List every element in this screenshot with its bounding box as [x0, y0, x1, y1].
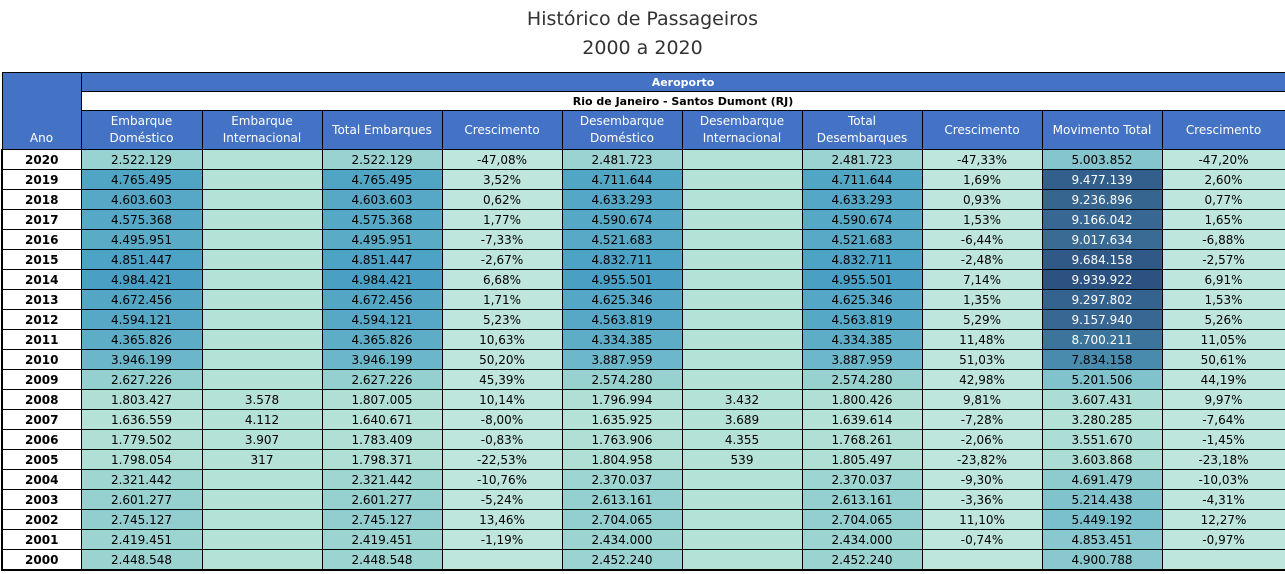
data-cell: 1.807.005 — [322, 390, 442, 410]
year-cell: 2009 — [2, 370, 81, 390]
data-cell: -47,08% — [442, 150, 562, 170]
data-cell: 5.201.506 — [1042, 370, 1162, 390]
column-header: Total Embarques — [322, 111, 442, 150]
table-row — [2, 310, 1285, 330]
data-cell: 9.297.802 — [1042, 290, 1162, 310]
data-cell — [202, 510, 322, 530]
data-cell: 1.636.559 — [81, 410, 202, 430]
data-cell: 4.633.293 — [562, 190, 682, 210]
data-cell: 2.601.277 — [81, 490, 202, 510]
data-cell: 1.798.054 — [81, 450, 202, 470]
data-cell: -1,45% — [1162, 430, 1285, 450]
data-cell — [202, 470, 322, 490]
data-cell: 0,62% — [442, 190, 562, 210]
data-cell: -6,44% — [922, 230, 1042, 250]
year-cell: 2007 — [2, 410, 81, 430]
page-title: Histórico de Passageiros — [526, 8, 759, 30]
data-cell: 4.851.447 — [81, 250, 202, 270]
data-cell: 9.477.139 — [1042, 170, 1162, 190]
data-cell — [202, 350, 322, 370]
table-row — [2, 190, 1285, 210]
data-cell: -7,28% — [922, 410, 1042, 430]
year-cell: 2000 — [2, 550, 81, 571]
year-cell: 2002 — [2, 510, 81, 530]
data-cell: 2.419.451 — [81, 530, 202, 550]
year-cell: 2011 — [2, 330, 81, 350]
data-cell: 6,91% — [1162, 270, 1285, 290]
data-cell — [442, 550, 562, 571]
data-cell: -2,57% — [1162, 250, 1285, 270]
table-row — [2, 250, 1285, 270]
table-row — [2, 290, 1285, 310]
data-cell: 2.434.000 — [802, 530, 922, 550]
data-cell: 0,93% — [922, 190, 1042, 210]
data-cell: 9,97% — [1162, 390, 1285, 410]
year-cell: 2005 — [2, 450, 81, 470]
data-cell: 4.590.674 — [562, 210, 682, 230]
data-cell: 5,26% — [1162, 310, 1285, 330]
data-cell: -47,33% — [922, 150, 1042, 170]
data-cell: 2.574.280 — [802, 370, 922, 390]
year-cell: 2003 — [2, 490, 81, 510]
data-cell: 4.495.951 — [322, 230, 442, 250]
data-cell: 2.452.240 — [562, 550, 682, 571]
data-cell: 4.563.819 — [562, 310, 682, 330]
data-cell: 4.334.385 — [562, 330, 682, 350]
table-row — [2, 450, 1285, 470]
data-cell: 4.521.683 — [802, 230, 922, 250]
year-cell: 2017 — [2, 210, 81, 230]
column-header-ano: Ano — [2, 73, 81, 150]
data-cell: -6,88% — [1162, 230, 1285, 250]
data-cell: 4.633.293 — [802, 190, 922, 210]
data-cell: 2.481.723 — [562, 150, 682, 170]
data-cell: 2.522.129 — [81, 150, 202, 170]
data-cell: -1,19% — [442, 530, 562, 550]
data-cell: 9.684.158 — [1042, 250, 1162, 270]
data-cell: 4.365.826 — [322, 330, 442, 350]
data-cell: -0,74% — [922, 530, 1042, 550]
data-cell — [1162, 550, 1285, 571]
data-cell: 2.704.065 — [802, 510, 922, 530]
airport-banner: Aeroporto — [81, 73, 1285, 92]
data-cell: 4.900.788 — [1042, 550, 1162, 571]
column-header: Total Desembarques — [802, 111, 922, 150]
table-row — [2, 550, 1285, 571]
data-cell: 10,14% — [442, 390, 562, 410]
data-cell: 4.495.951 — [81, 230, 202, 250]
data-cell — [202, 310, 322, 330]
data-cell: 6,68% — [442, 270, 562, 290]
data-cell: 42,98% — [922, 370, 1042, 390]
year-cell: 2014 — [2, 270, 81, 290]
data-cell: 4.711.644 — [802, 170, 922, 190]
data-cell — [202, 550, 322, 571]
data-cell: -7,64% — [1162, 410, 1285, 430]
data-cell — [202, 210, 322, 230]
data-cell — [202, 270, 322, 290]
data-cell: 4.955.501 — [562, 270, 682, 290]
data-cell: 1,53% — [922, 210, 1042, 230]
data-cell: 3.887.959 — [802, 350, 922, 370]
year-cell: 2010 — [2, 350, 81, 370]
data-cell: 2.321.442 — [81, 470, 202, 490]
data-cell: -7,33% — [442, 230, 562, 250]
data-cell: 2.613.161 — [802, 490, 922, 510]
data-cell: 3.551.670 — [1042, 430, 1162, 450]
data-cell: 9.939.922 — [1042, 270, 1162, 290]
data-cell: 1,53% — [1162, 290, 1285, 310]
data-cell: 2.601.277 — [322, 490, 442, 510]
data-cell: 4.355 — [682, 430, 802, 450]
data-cell: 3,52% — [442, 170, 562, 190]
data-cell — [682, 330, 802, 350]
data-cell: 4.365.826 — [81, 330, 202, 350]
data-cell — [202, 330, 322, 350]
data-cell — [202, 530, 322, 550]
data-cell: -5,24% — [442, 490, 562, 510]
data-cell: 1.768.261 — [802, 430, 922, 450]
data-cell: -22,53% — [442, 450, 562, 470]
data-cell: 5,23% — [442, 310, 562, 330]
data-cell — [202, 230, 322, 250]
data-cell: 4.711.644 — [562, 170, 682, 190]
data-cell: 4.112 — [202, 410, 322, 430]
data-cell: 13,46% — [442, 510, 562, 530]
year-cell: 2019 — [2, 170, 81, 190]
year-cell: 2008 — [2, 390, 81, 410]
data-cell — [682, 170, 802, 190]
data-cell: 5,29% — [922, 310, 1042, 330]
table-row — [2, 410, 1285, 430]
year-cell: 2004 — [2, 470, 81, 490]
data-cell: 4.521.683 — [562, 230, 682, 250]
data-cell: -2,06% — [922, 430, 1042, 450]
data-cell: 2.370.037 — [562, 470, 682, 490]
data-cell — [682, 230, 802, 250]
data-cell: 1,69% — [922, 170, 1042, 190]
data-cell: 2.448.548 — [322, 550, 442, 571]
data-cell: 3.887.959 — [562, 350, 682, 370]
year-cell: 2016 — [2, 230, 81, 250]
data-cell: 4.851.447 — [322, 250, 442, 270]
table-row — [2, 210, 1285, 230]
data-cell: 4.955.501 — [802, 270, 922, 290]
data-cell: -23,18% — [1162, 450, 1285, 470]
data-cell — [202, 290, 322, 310]
data-cell: 4.334.385 — [802, 330, 922, 350]
year-cell: 2018 — [2, 190, 81, 210]
table-row — [2, 230, 1285, 250]
data-cell — [682, 190, 802, 210]
data-cell: 7.834.158 — [1042, 350, 1162, 370]
data-cell: -2,67% — [442, 250, 562, 270]
data-cell: 50,20% — [442, 350, 562, 370]
data-cell: -10,76% — [442, 470, 562, 490]
data-cell: 5.449.192 — [1042, 510, 1162, 530]
data-cell: 4.984.421 — [322, 270, 442, 290]
passenger-history-table — [1, 72, 1285, 571]
table-row — [2, 430, 1285, 450]
table-row — [2, 390, 1285, 410]
data-cell: 3.280.285 — [1042, 410, 1162, 430]
data-cell: -23,82% — [922, 450, 1042, 470]
data-cell: 0,77% — [1162, 190, 1285, 210]
data-cell — [682, 470, 802, 490]
data-cell: 11,48% — [922, 330, 1042, 350]
data-cell: 11,10% — [922, 510, 1042, 530]
data-cell: 1.805.497 — [802, 450, 922, 470]
column-header: Embarque Doméstico — [81, 111, 202, 150]
data-cell: 2.574.280 — [562, 370, 682, 390]
data-cell — [682, 530, 802, 550]
column-header: Desembarque Doméstico — [562, 111, 682, 150]
data-cell: 3.689 — [682, 410, 802, 430]
data-cell: 2.745.127 — [322, 510, 442, 530]
data-cell: 317 — [202, 450, 322, 470]
data-cell: 9.236.896 — [1042, 190, 1162, 210]
data-cell: 2.745.127 — [81, 510, 202, 530]
data-cell: 4.832.711 — [802, 250, 922, 270]
data-cell: 2.522.129 — [322, 150, 442, 170]
data-cell: 4.984.421 — [81, 270, 202, 290]
data-cell: 1,77% — [442, 210, 562, 230]
data-cell — [682, 550, 802, 571]
data-cell: 2.370.037 — [802, 470, 922, 490]
data-cell: 2,60% — [1162, 170, 1285, 190]
data-cell: 5.003.852 — [1042, 150, 1162, 170]
data-cell — [202, 190, 322, 210]
data-cell: 4.625.346 — [802, 290, 922, 310]
data-cell: 1.783.409 — [322, 430, 442, 450]
data-cell — [202, 170, 322, 190]
data-cell: 4.603.603 — [322, 190, 442, 210]
data-cell — [202, 370, 322, 390]
data-cell — [682, 310, 802, 330]
column-header: Movimento Total — [1042, 111, 1162, 150]
data-cell: 4.575.368 — [81, 210, 202, 230]
data-cell: -4,31% — [1162, 490, 1285, 510]
data-cell: 1.803.427 — [81, 390, 202, 410]
data-cell: 51,03% — [922, 350, 1042, 370]
data-cell: 1.796.994 — [562, 390, 682, 410]
data-cell: 9,81% — [922, 390, 1042, 410]
data-cell: -0,83% — [442, 430, 562, 450]
data-cell: 4.672.456 — [81, 290, 202, 310]
data-cell: 2.321.442 — [322, 470, 442, 490]
data-cell: 2.704.065 — [562, 510, 682, 530]
data-cell: -2,48% — [922, 250, 1042, 270]
data-cell: 9.157.940 — [1042, 310, 1162, 330]
data-cell — [202, 150, 322, 170]
data-cell: 4.853.451 — [1042, 530, 1162, 550]
data-cell: 3.432 — [682, 390, 802, 410]
data-cell: 2.448.548 — [81, 550, 202, 571]
data-cell: 4.765.495 — [81, 170, 202, 190]
data-cell: 4.603.603 — [81, 190, 202, 210]
data-cell: -9,30% — [922, 470, 1042, 490]
data-cell: 4.672.456 — [322, 290, 442, 310]
data-cell — [202, 490, 322, 510]
data-cell: 1,65% — [1162, 210, 1285, 230]
data-cell: 2.481.723 — [802, 150, 922, 170]
data-cell — [682, 150, 802, 170]
data-cell — [922, 550, 1042, 571]
data-cell: 3.946.199 — [322, 350, 442, 370]
data-cell: 2.452.240 — [802, 550, 922, 571]
data-cell: 1.798.371 — [322, 450, 442, 470]
data-cell: 45,39% — [442, 370, 562, 390]
data-cell: 10,63% — [442, 330, 562, 350]
column-header: Embarque Internacional — [202, 111, 322, 150]
data-cell: 4.832.711 — [562, 250, 682, 270]
data-cell: 4.590.674 — [802, 210, 922, 230]
table-row — [2, 530, 1285, 550]
data-cell: 2.613.161 — [562, 490, 682, 510]
data-cell: 7,14% — [922, 270, 1042, 290]
column-header: Crescimento — [1162, 111, 1285, 150]
data-cell: -3,36% — [922, 490, 1042, 510]
column-header: Desembarque Internacional — [682, 111, 802, 150]
data-cell — [682, 350, 802, 370]
data-cell: 4.575.368 — [322, 210, 442, 230]
year-cell: 2006 — [2, 430, 81, 450]
data-cell: -10,03% — [1162, 470, 1285, 490]
data-cell — [682, 270, 802, 290]
table-row — [2, 270, 1285, 290]
table-row — [2, 350, 1285, 370]
page-subtitle: 2000 a 2020 — [582, 37, 703, 59]
data-cell: 1.640.671 — [322, 410, 442, 430]
data-cell: 9.166.042 — [1042, 210, 1162, 230]
data-cell: 3.946.199 — [81, 350, 202, 370]
data-cell: 8.700.211 — [1042, 330, 1162, 350]
table-row — [2, 470, 1285, 490]
data-cell: 50,61% — [1162, 350, 1285, 370]
data-cell: 1.804.958 — [562, 450, 682, 470]
year-cell: 2012 — [2, 310, 81, 330]
data-cell: 12,27% — [1162, 510, 1285, 530]
data-cell: 9.017.634 — [1042, 230, 1162, 250]
data-cell: 1.763.906 — [562, 430, 682, 450]
data-cell: 1,71% — [442, 290, 562, 310]
column-header: Crescimento — [442, 111, 562, 150]
data-cell: 539 — [682, 450, 802, 470]
data-cell: 1.800.426 — [802, 390, 922, 410]
data-cell — [682, 490, 802, 510]
data-cell: 4.594.121 — [81, 310, 202, 330]
data-cell: -0,97% — [1162, 530, 1285, 550]
data-cell: -47,20% — [1162, 150, 1285, 170]
data-cell: 2.419.451 — [322, 530, 442, 550]
table-row — [2, 170, 1285, 190]
data-cell — [202, 250, 322, 270]
data-cell: 1.779.502 — [81, 430, 202, 450]
data-cell: 1.635.925 — [562, 410, 682, 430]
airport-name: Rio de Janeiro - Santos Dumont (RJ) — [81, 92, 1285, 111]
table-row — [2, 150, 1285, 170]
data-cell — [682, 370, 802, 390]
data-cell: 5.214.438 — [1042, 490, 1162, 510]
year-cell: 2001 — [2, 530, 81, 550]
table-row — [2, 510, 1285, 530]
data-cell — [682, 250, 802, 270]
data-cell: 1,35% — [922, 290, 1042, 310]
data-cell: 3.607.431 — [1042, 390, 1162, 410]
data-cell: 3.603.868 — [1042, 450, 1162, 470]
data-cell: 2.627.226 — [81, 370, 202, 390]
data-cell: 3.907 — [202, 430, 322, 450]
data-cell: 4.625.346 — [562, 290, 682, 310]
data-cell: 1.639.614 — [802, 410, 922, 430]
data-cell: 4.563.819 — [802, 310, 922, 330]
data-cell: 4.691.479 — [1042, 470, 1162, 490]
data-cell: 4.594.121 — [322, 310, 442, 330]
table-row — [2, 490, 1285, 510]
data-cell: 3.578 — [202, 390, 322, 410]
data-cell: -8,00% — [442, 410, 562, 430]
data-cell: 2.627.226 — [322, 370, 442, 390]
data-cell: 44,19% — [1162, 370, 1285, 390]
data-cell — [682, 210, 802, 230]
data-cell: 11,05% — [1162, 330, 1285, 350]
column-header: Crescimento — [922, 111, 1042, 150]
year-cell: 2013 — [2, 290, 81, 310]
data-cell: 2.434.000 — [562, 530, 682, 550]
data-cell: 4.765.495 — [322, 170, 442, 190]
year-cell: 2015 — [2, 250, 81, 270]
data-cell — [682, 510, 802, 530]
data-cell — [682, 290, 802, 310]
table-row — [2, 370, 1285, 390]
table-row — [2, 330, 1285, 350]
year-cell: 2020 — [2, 150, 81, 170]
